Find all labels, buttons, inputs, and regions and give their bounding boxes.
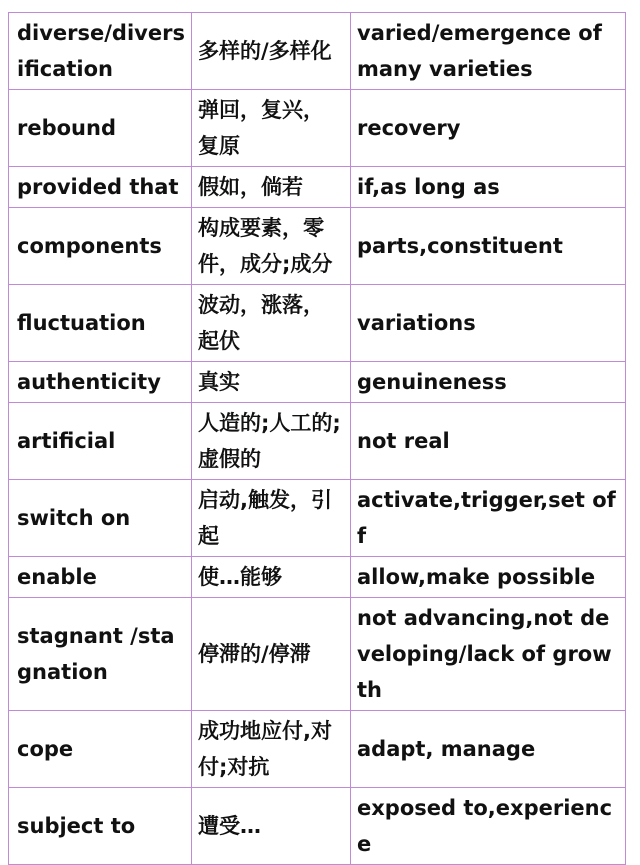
chinese-meaning-cell: 成功地应付,对付;对抗 xyxy=(192,711,351,788)
synonym-cell: variations xyxy=(351,285,626,362)
chinese-meaning-cell: 真实 xyxy=(192,362,351,403)
synonym-cell: genuineness xyxy=(351,362,626,403)
english-term-cell: stagnant /stagnation xyxy=(9,598,192,711)
table-row xyxy=(9,788,626,865)
english-term-cell: fluctuation xyxy=(9,285,192,362)
english-term-cell: authenticity xyxy=(9,362,192,403)
table-row xyxy=(9,13,626,90)
synonym-cell: activate,trigger,set off xyxy=(351,480,626,557)
english-term-cell: provided that xyxy=(9,167,192,208)
chinese-meaning-cell: 遭受… xyxy=(192,788,351,865)
english-term-cell: enable xyxy=(9,557,192,598)
table-row xyxy=(9,480,626,557)
english-term-cell: switch on xyxy=(9,480,192,557)
synonym-cell: if,as long as xyxy=(351,167,626,208)
synonym-cell: not real xyxy=(351,403,626,480)
table-row xyxy=(9,90,626,167)
chinese-meaning-cell: 构成要素，零件，成分;成分 xyxy=(192,208,351,285)
english-term-cell: cope xyxy=(9,711,192,788)
vocabulary-table xyxy=(8,12,626,865)
synonym-cell: allow,make possible xyxy=(351,557,626,598)
table-row xyxy=(9,167,626,208)
table-row xyxy=(9,285,626,362)
vocabulary-table-body xyxy=(9,13,626,865)
vocabulary-table-container xyxy=(8,12,626,865)
english-term-cell: artificial xyxy=(9,403,192,480)
chinese-meaning-cell: 多样的/多样化 xyxy=(192,13,351,90)
table-row xyxy=(9,711,626,788)
table-row xyxy=(9,362,626,403)
chinese-meaning-cell: 停滞的/停滞 xyxy=(192,598,351,711)
chinese-meaning-cell: 启动,触发，引起 xyxy=(192,480,351,557)
synonym-cell: exposed to,experience xyxy=(351,788,626,865)
table-row xyxy=(9,557,626,598)
english-term-cell: components xyxy=(9,208,192,285)
synonym-cell: parts,constituent xyxy=(351,208,626,285)
english-term-cell: subject to xyxy=(9,788,192,865)
table-row xyxy=(9,598,626,711)
chinese-meaning-cell: 使…能够 xyxy=(192,557,351,598)
table-row xyxy=(9,403,626,480)
synonym-cell: varied/emergence of many varieties xyxy=(351,13,626,90)
english-term-cell: diverse/diversification xyxy=(9,13,192,90)
synonym-cell: adapt, manage xyxy=(351,711,626,788)
synonym-cell: not advancing,not developing/lack of growth xyxy=(351,598,626,711)
synonym-cell: recovery xyxy=(351,90,626,167)
english-term-cell: rebound xyxy=(9,90,192,167)
chinese-meaning-cell: 人造的;人工的;虚假的 xyxy=(192,403,351,480)
chinese-meaning-cell: 弹回，复兴，复原 xyxy=(192,90,351,167)
chinese-meaning-cell: 假如，倘若 xyxy=(192,167,351,208)
table-row xyxy=(9,208,626,285)
chinese-meaning-cell: 波动，涨落，起伏 xyxy=(192,285,351,362)
